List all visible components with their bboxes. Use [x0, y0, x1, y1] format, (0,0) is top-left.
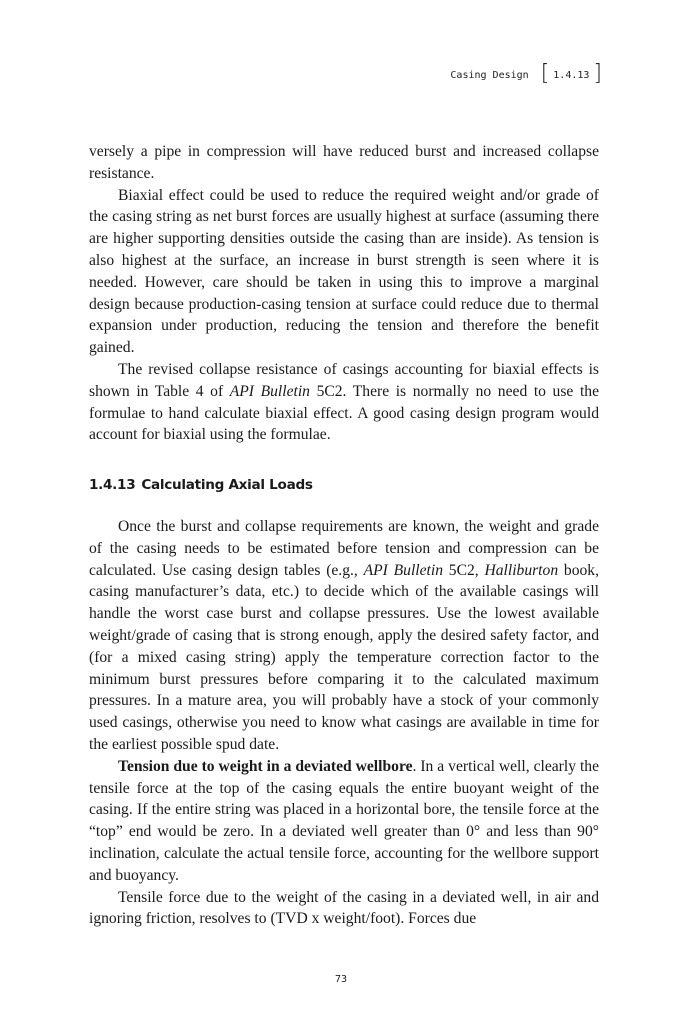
- bracket-close: ]: [593, 61, 602, 86]
- body-text-bottom: [89, 516, 599, 930]
- bracket-open: [: [540, 61, 550, 86]
- body-text-top: [89, 141, 599, 446]
- italic-citation: API Bulletin: [229, 382, 310, 400]
- paragraph: The revised collapse resistance of casings accounting for biaxial effects is shown in Table 4 of API Bulletin 5C2. There is normally no need to use the formulae to hand calculate biaxial effect. A good casing design program would account for biaxial using the formulae.: [89, 360, 599, 444]
- running-header-section-number: 1.4.13: [553, 69, 590, 81]
- paragraph: Once the burst and collapse requirements are known, the weight and grade of the casing needs to be estimated before tension and compression can be calculated. Use casing design tables (e.g., API Bulletin 5C2, Halliburton book, casing manufacturer’s data, etc.) to decide which of the available casings will handle the worst case burst and collapse pressures. Use the lowest available weight/grade of casing that is strong enough, apply the desired safety factor, and (for a mixed casing string) apply the temperature correction factor to the minimum burst pressures before comparing it to the calculated maximum pressures. In a mature area, you will probably have a stock of your commonly used casings, otherwise you need to know what casings are available in time for the earliest possible spud date.: [89, 518, 599, 753]
- running-header-chapter-title: Casing Design: [450, 69, 529, 81]
- paragraph: Tensile force due to the weight of the casing in a deviated well, in air and ignoring friction, resolves to (TVD x weight/foot). Forces due: [89, 888, 599, 928]
- section-heading-title: Calculating Axial Loads: [141, 477, 313, 493]
- page-number: 73: [334, 974, 348, 985]
- paragraph: versely a pipe in compression will have reduced burst and increased collapse resistance.: [89, 143, 599, 182]
- section-heading: [89, 477, 313, 493]
- italic-citation: Halliburton: [484, 561, 559, 579]
- run-in-heading: Tension due to weight in a deviated wellbore: [118, 757, 413, 775]
- italic-citation: API Bulletin: [363, 561, 443, 579]
- section-heading-number: 1.4.13: [89, 477, 136, 493]
- paragraph: Tension due to weight in a deviated wellbore. In a vertical well, clearly the tensile force at the top of the casing equals the entire buoyant weight of the casing. If the entire string was placed in a horizontal bore, the tensile force at the “top” end would be zero. In a deviated well greater than 0° and less than 90° inclination, calculate the actual tensile force, accounting for the wellbore support and buoyancy.: [89, 757, 599, 884]
- paragraph: Biaxial effect could be used to reduce the required weight and/or grade of the casing string as net burst forces are usually highest at surface (assuming there are higher supporting densities outside the casing than are inside). As tension is also highest at the surface, an increase in burst strength is seen where it is needed. However, care should be taken in using this to improve a marginal design because production-casing tension at surface could reduce due to thermal expansion under production, reducing the tension and therefore the benefit gained.: [89, 186, 599, 357]
- running-header: [450, 61, 602, 86]
